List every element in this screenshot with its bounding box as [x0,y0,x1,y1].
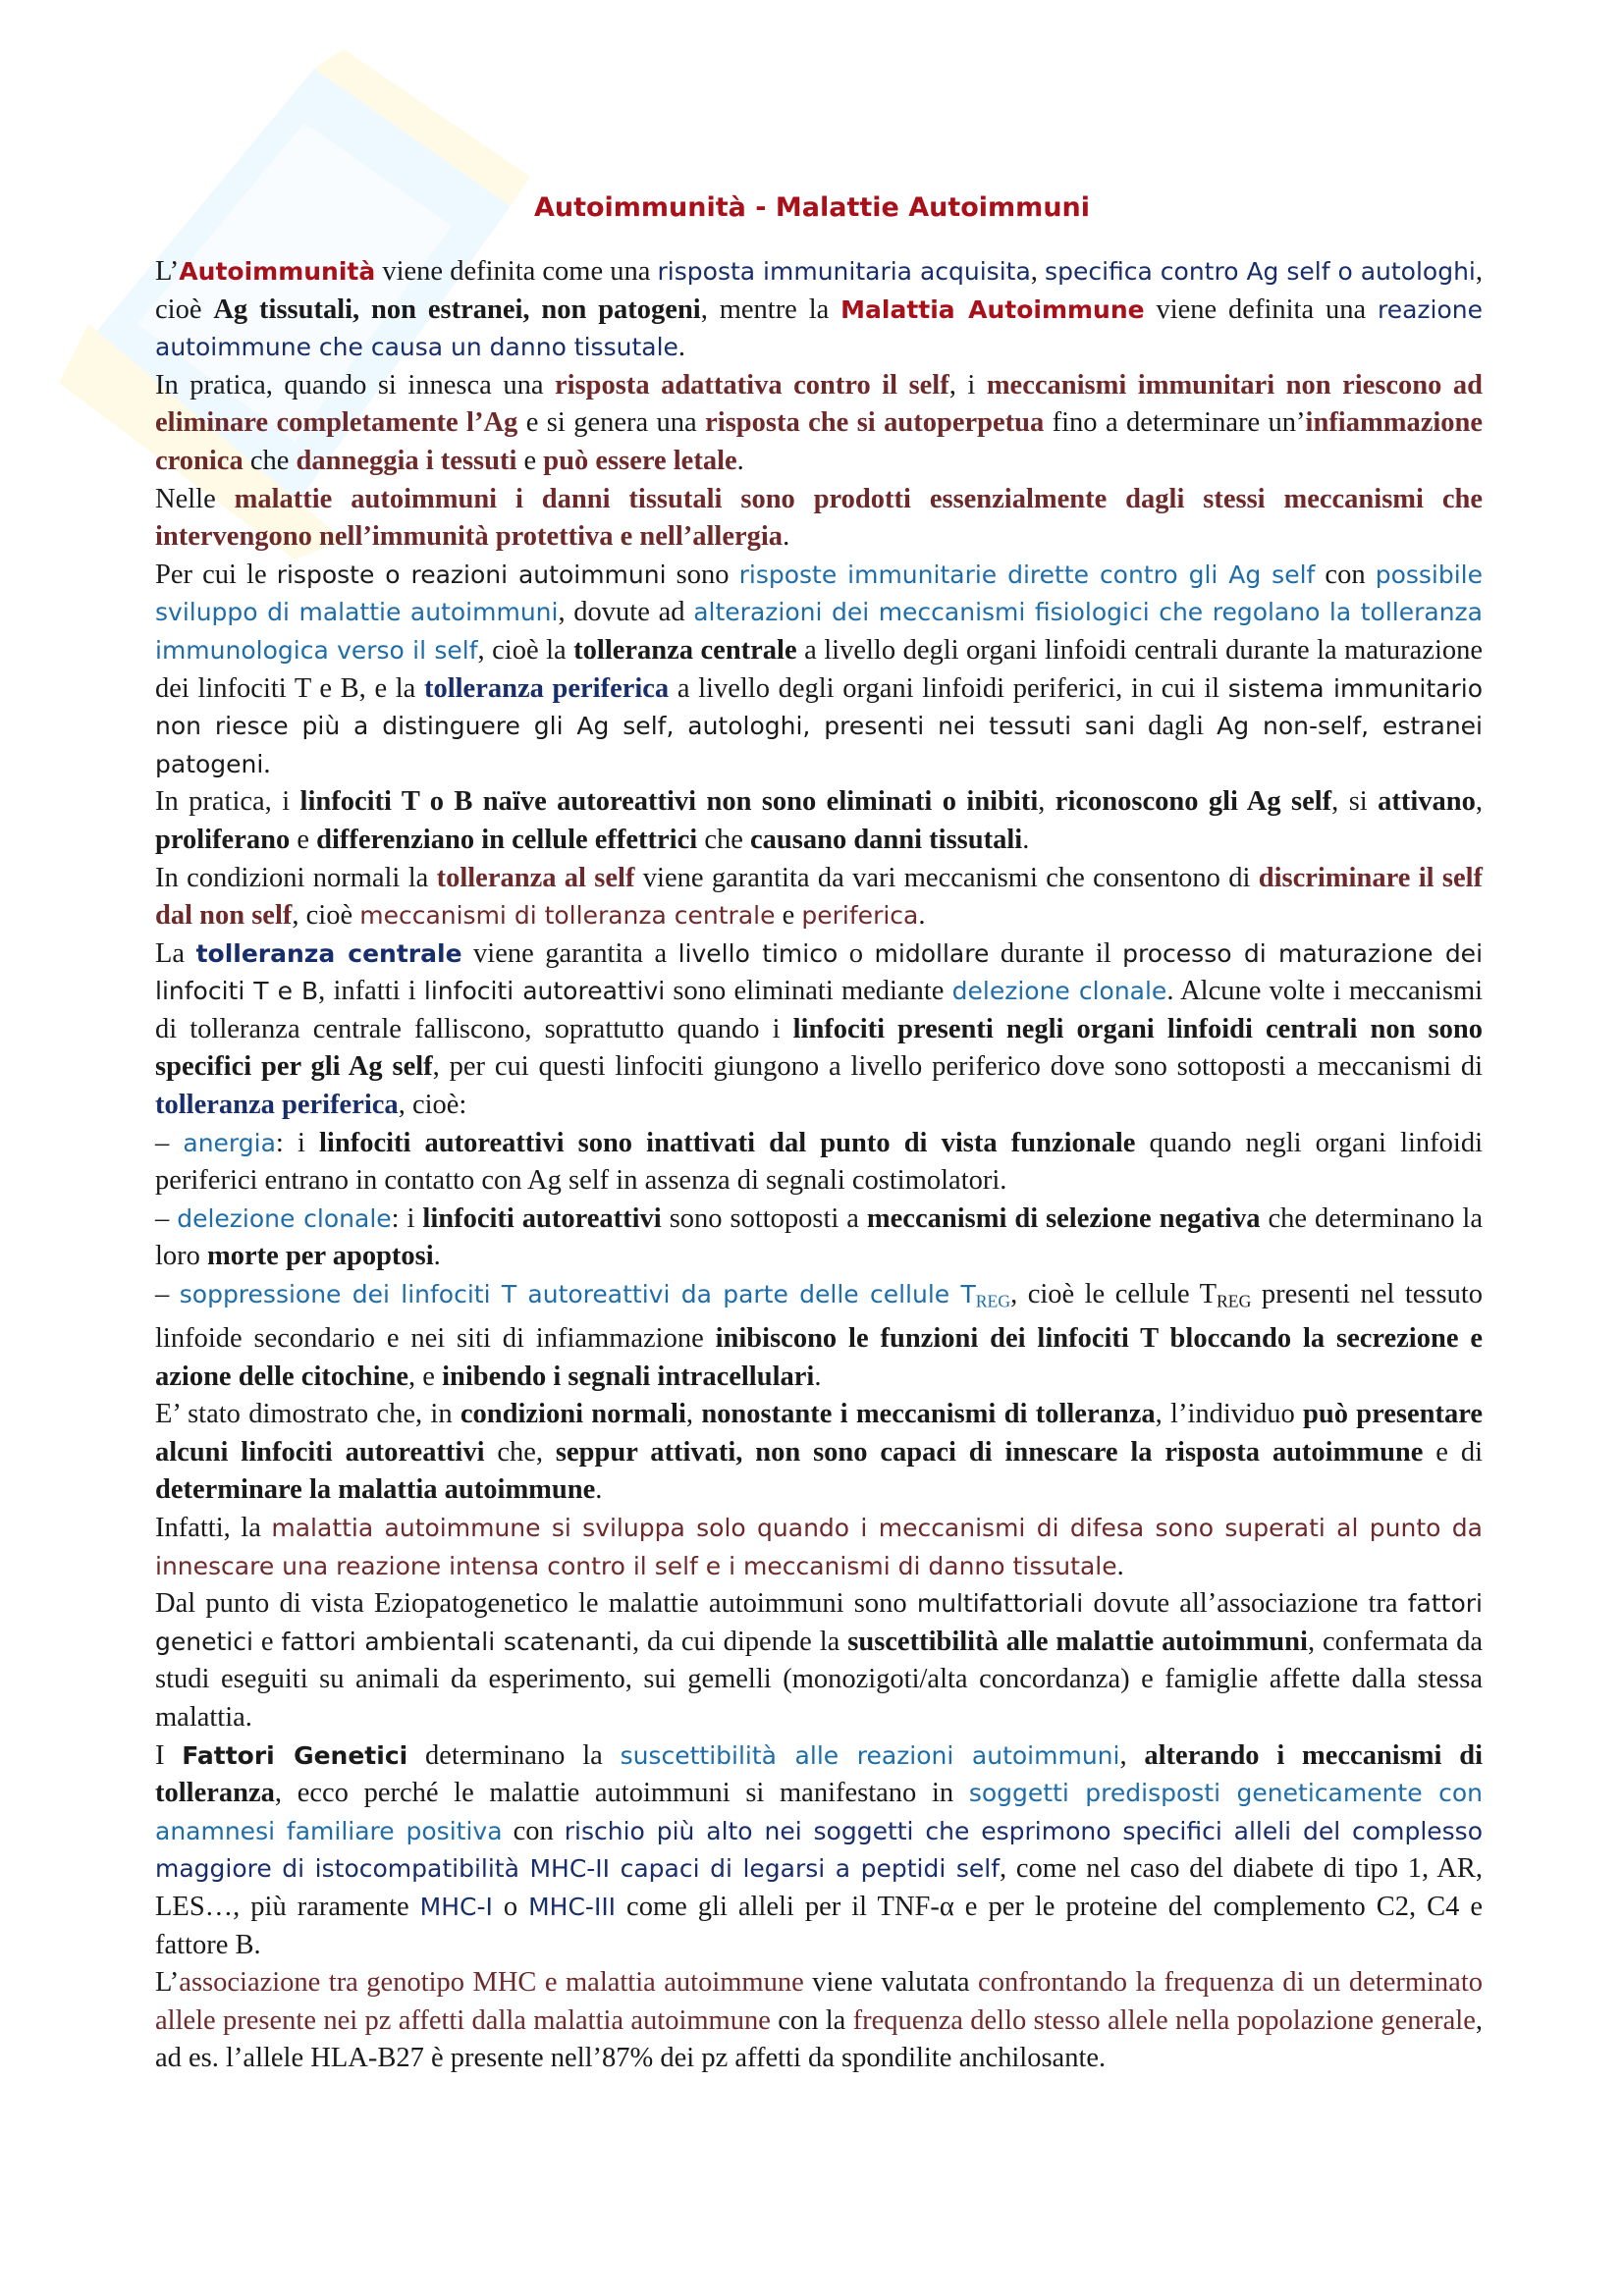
list-item-anergia: – anergia: i linfociti autoreattivi sono inattivati dal punto di vista funzionale quando negli organi linfoidi periferici entrano in contatto con Ag self in assenza di segnali costimolatori. [155,1127,1484,1197]
paragraph-linfociti-naive: In pratica, i linfociti T o B naïve autoreattivi non sono eliminati o inibiti, riconoscono gli Ag self, si attivano, proliferano e differenziano in cellule effettrici che causano danni tissutali. [155,786,1483,855]
document-body [155,253,1483,2078]
paragraph-dimostrato: E’ stato dimostrato che, in condizioni normali, nonostante i meccanismi di tolleranza, l’individuo può presentare alcuni linfociti autoreattivi che, seppur attivati, non sono capaci di innescare la risposta autoimmune e di determinare la malattia autoimmune. [155,1399,1484,1506]
document-title: Autoimmunità - Malattie Autoimmuni [533,192,1091,223]
list-item-soppressione: – soppressione dei linfociti T autoreattivi da parte delle cellule $T_{REG}$, cioè le cellule $T_{REG}$ presenti nel tessuto linfoide secondario e nei siti di infiammazione inibiscono le funzioni dei linfociti T bloccando la secrezione e azione delle citochine, e inibendo i segnali intracellulari. [155,1279,1484,1392]
paragraph-condizioni-normali: In condizioni normali la tolleranza al self viene garantita da vari meccanismi che consentono di discriminare il self dal non self, cioè meccanismi di tolleranza centrale e periferica. [155,862,1484,932]
paragraph-associazione-mhc: L’associazione tra genotipo MHC e malattia autoimmune viene valutata confrontando la frequenza di un determinato allele presente nei pz affetti dalla malattia autoimmune con la frequenza dello stesso allele nella popolazione generale, ad es. l’allele HLA-B27 è presente nell’87% dei pz affetti da spondilite anchilosante. [155,1967,1484,2074]
paragraph-tolleranza-centrale: La tolleranza centrale viene garantita a livello timico o midollare durante il processo di maturazione dei linfociti T e B, infatti i linfociti autoreattivi sono eliminati mediante delezione clonale. Alcune volte i meccanismi di tolleranza centrale falliscono, soprattutto quando i linfociti presenti negli organi linfoidi centrali non sono specifici per gli Ag self, per cui questi linfociti giungono a livello periferico dove sono sottoposti a meccanismi di tolleranza periferica, cioè: [155,937,1484,1121]
paragraph-nelle-malattie: Nelle malattie autoimmuni i danni tissutali sono prodotti essenzialmente dagli stessi meccanismi che intervengono nell’immunità protettiva e nell’allergia. [155,483,1483,553]
list-item-delezione-clonale: – delezione clonale: i linfociti autoreattivi sono sottoposti a meccanismi di selezione negativa che determinano la loro morte per apoptosi. [155,1202,1484,1272]
paragraph-infatti: Infatti, la malattia autoimmune si sviluppa solo quando i meccanismi di difesa sono superati al punto da innescare una reazione intensa contro il self e i meccanismi di danno tissutale. [155,1513,1483,1581]
paragraph-definition: L’Autoimmunità viene definita come una risposta immunitaria acquisita, specifica contro Ag self o autologhi, cioè Ag tissutali, non estranei, non patogeni, mentre la Malattia Autoimmune viene definita una reazione autoimmune che causa un danno tissutale. [155,256,1484,363]
paragraph-fattori-genetici: I Fattori Genetici determinano la suscettibilità alle reazioni autoimmuni, alterando i meccanismi di tolleranza, ecco perché le malattie autoimmuni si manifestano in soggetti predisposti geneticamente con anamnesi familiare positiva con rischio più alto nei soggetti che esprimono specifici alleli del complesso maggiore di istocompatibilità MHC-II capaci di legarsi a peptidi self, come nel caso del diabete di tipo 1, AR, LES…, più raramente MHC-I o MHC-III come gli alleli per il TNF-α e per le proteine del complemento C2, C4 e fattore B. [155,1739,1484,1960]
paragraph-risposte-autoimmuni: Per cui le risposte o reazioni autoimmuni sono risposte immunitarie dirette contro gli Ag self con possibile sviluppo di malattie autoimmuni, dovute ad alterazioni dei meccanismi fisiologici che regolano la tolleranza immunologica verso il self, cioè la tolleranza centrale a livello degli organi linfoidi centrali durante la maturazione dei linfociti T e B, e la tolleranza periferica a livello degli organi linfoidi periferici, in cui il sistema immunitario non riesce più a distinguere gli Ag self, autologhi, presenti nei tessuti sani dagli Ag non-self, estranei patogeni. [155,559,1484,779]
paragraph-in-pratica: In pratica, quando si innesca una risposta adattativa contro il self, i meccanismi immunitari non riescono ad eliminare completamente l’Ag e si genera una risposta che si autoperpetua fino a determinare un’infiammazione cronica che danneggia i tessuti e può essere letale. [155,369,1484,476]
paragraph-eziopatogenetico: Dal punto di vista Eziopatogenetico le malattie autoimmuni sono multifattoriali dovute all’associazione tra fattori genetici e fattori ambientali scatenanti, da cui dipende la suscettibilità alle malattie autoimmuni, confermata da studi eseguiti su animali da esperimento, sui gemelli (monozigoti/alta concordanza) e famiglie affette dalla stessa malattia. [155,1588,1483,1733]
